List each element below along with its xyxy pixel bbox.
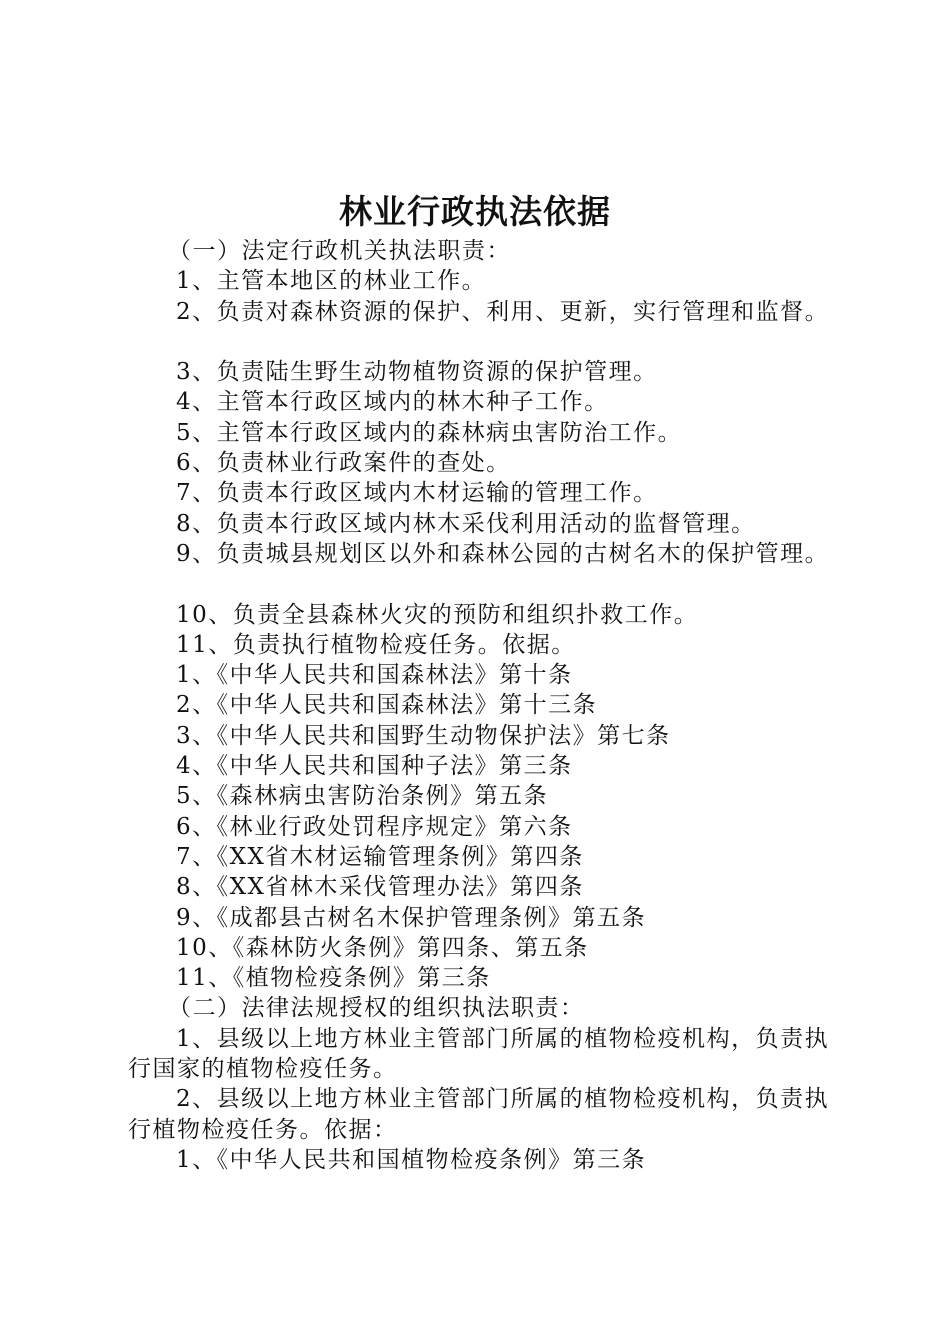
basis-item-6: 6、《林业行政处罚程序规定》第六条 [176,813,573,840]
basis-item-1: 1、《中华人民共和国森林法》第十条 [176,662,573,689]
blank-line [128,569,840,599]
duty-item-6: 6、负责林业行政案件的查处。 [176,450,511,477]
document-body [128,236,840,1175]
duty-item-7: 7、负责本行政区域内木材运输的管理工作。 [176,480,658,507]
basis-item-11: 11、《植物检疫条例》第三条 [176,965,491,992]
basis-item-8: 8、《XX省林木采伐管理办法》第四条 [176,874,584,901]
duty-item-11: 11、负责执行植物检疫任务。依据。 [176,631,576,658]
section2-item-1: 1、县级以上地方林业主管部门所属的植物检疫机构，负责执行国家的植物检疫任务。 [128,1025,830,1083]
duty-item-9: 9、负责城县规划区以外和森林公园的古树名木的保护管理。 [176,540,830,567]
duty-item-8: 8、负责本行政区域内林木采伐利用活动的监督管理。 [176,510,756,537]
section2-heading: （二）法律法规授权的组织执法职责： [168,995,585,1022]
section2-item-2: 2、县级以上地方林业主管部门所属的植物检疫机构，负责执行植物检疫任务。依据： [128,1086,830,1143]
section1-heading: （一）法定行政机关执法职责： [168,238,511,264]
duty-item-10: 10、负责全县森林火灾的预防和组织扑救工作。 [176,601,699,628]
basis-item-3: 3、《中华人民共和国野生动物保护法》第七条 [176,722,671,749]
duty-item-3: 3、负责陆生野生动物植物资源的保护管理。 [176,359,658,386]
basis-item-4: 4、《中华人民共和国种子法》第三条 [176,753,573,780]
basis-item-10: 10、《森林防火条例》第四条、第五条 [176,934,589,961]
duty-item-4: 4、主管本行政区域内的林木种子工作。 [176,389,609,416]
duty-item-1: 1、主管本地区的林业工作。 [176,268,487,295]
basis-item-9: 9、《成都县古树名木保护管理条例》第五条 [176,904,647,931]
section2-basis-item-1: 1、《中华人民共和国植物检疫条例》第三条 [176,1146,647,1173]
duty-item-5: 5、主管本行政区域内的森林病虫害防治工作。 [176,419,683,446]
document-title: 林业行政执法依据 [339,192,611,231]
duty-item-2: 2、负责对森林资源的保护、利用、更新，实行管理和监督。 [176,298,830,325]
basis-item-7: 7、《XX省木材运输管理条例》第四条 [176,843,584,870]
basis-item-2: 2、《中华人民共和国森林法》第十三条 [176,692,598,719]
blank-line [128,327,840,357]
basis-item-5: 5、《森林病虫害防治条例》第五条 [176,783,549,810]
